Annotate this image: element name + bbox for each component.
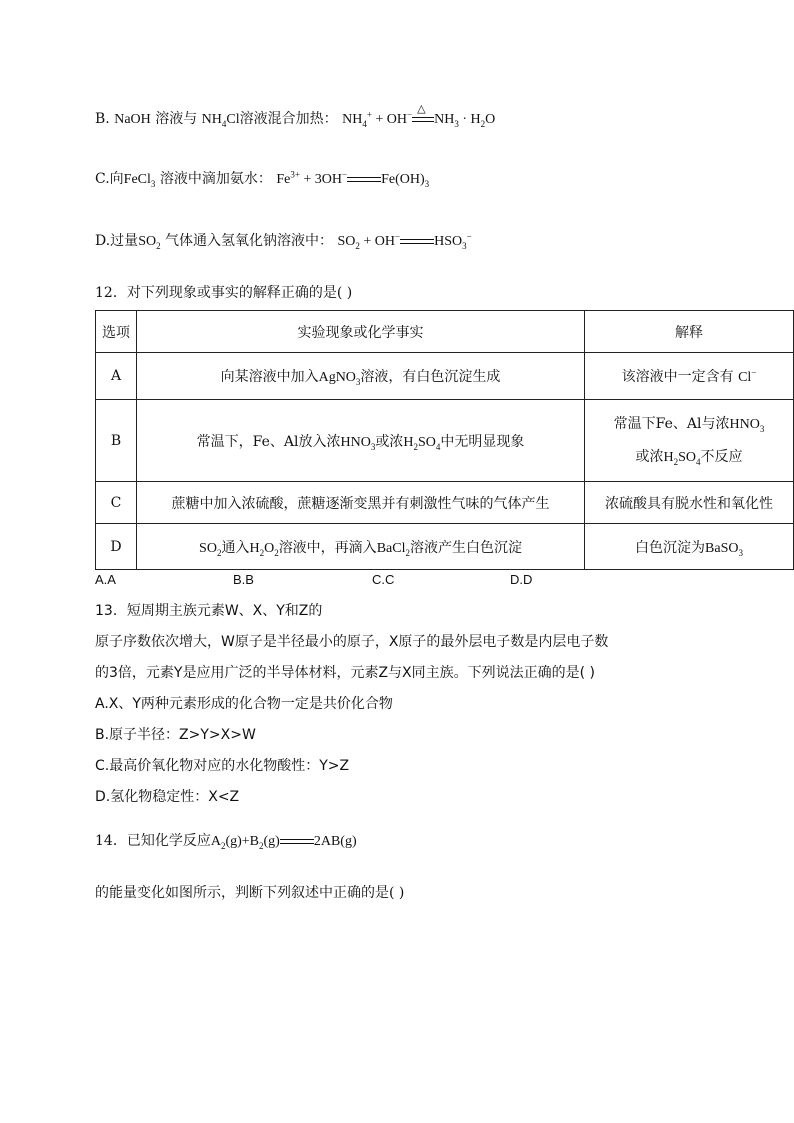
header-option: 选项	[96, 311, 137, 353]
q13-stem-line3: 的3倍，元素Y是应用广泛的半导体材料，元素Z与X同主族。下列说法正确的是( )	[95, 665, 596, 681]
equation-b: $NH_4^+ + OH^-$ △ $NH_3 \cdot H_2O$	[342, 102, 496, 129]
formula-fecl3: FeCl$_3$	[123, 172, 156, 189]
q14-stem-line2: 的能量变化如图所示，判断下列叙述中正确的是( )	[95, 885, 405, 901]
equation-q14: $A_2(g)+B_2(g)$ 2AB(g)	[210, 834, 357, 851]
q11-option-b: B. NaOH 溶液与 $NH_4Cl$溶液混合加热： $NH_4^+ + OH^-$ △ $NH_3 \cdot H_2O$	[95, 102, 496, 129]
table-row: B 常温下，Fe、Al放入浓$HNO_3$或浓$H_2SO_4$中无明显现象 常温下Fe、Al与浓$HNO_3$ 或浓$H_2SO_4$不反应	[96, 400, 794, 482]
q13-stem-line1: 13．短周期主族元素W、X、Y和Z的	[95, 603, 323, 619]
q13-option-d: D.氢化物稳定性：X<Z	[95, 789, 240, 805]
table-row: A 向某溶液中加入AgNO$_3$溶液，有白色沉淀生成 该溶液中一定含有 Cl−	[96, 353, 794, 400]
q12-choice-d: D.D	[510, 572, 533, 587]
q12-table	[95, 310, 794, 570]
formula-naoh: NaOH	[114, 112, 151, 127]
q12-choice-a: A.A	[95, 572, 116, 587]
q12-choice-c: C.C	[372, 572, 395, 587]
q11-option-c: C.向FeCl$_3$ 溶液中滴加氨水： $Fe^{3+} + 3OH^-$ $Fe(OH)_3$	[95, 169, 430, 189]
q13-option-c: C.最高价氧化物对应的水化物酸性：Y>Z	[95, 758, 350, 774]
heat-equals-sign: △	[412, 113, 434, 127]
equation-d: $SO_2 + OH^-$ $HSO_3^-$	[337, 231, 472, 251]
equation-c: $Fe^{3+} + 3OH^-$ $Fe(OH)_3$	[276, 169, 430, 189]
q13-option-b: B.原子半径：Z>Y>X>W	[95, 727, 256, 743]
q12-stem: 12．对下列现象或事实的解释正确的是( )	[95, 285, 353, 301]
q12-choice-b: B.B	[233, 572, 254, 587]
q13-stem-line2: 原子序数依次增大，W原子是半径最小的原子，X原子的最外层电子数是内层电子数	[95, 634, 609, 650]
q11-option-d: D.过量$SO_2$ 气体通入氢氧化钠溶液中： $SO_2 + OH^-$ $HSO_3^-$	[95, 231, 472, 251]
q14-stem-line1: 14．已知化学反应$A_2(g)+B_2(g)$ 2AB(g)	[95, 833, 357, 851]
formula-so2: $SO_2$	[138, 234, 161, 251]
header-fact: 实验现象或化学事实	[137, 311, 585, 353]
table-row: C 蔗糖中加入浓硫酸，蔗糖逐渐变黑并有刺激性气味的气体产生 浓硫酸具有脱水性和氧化性	[96, 482, 794, 524]
table-header-row	[96, 311, 794, 353]
q13-option-a: A.X、Y两种元素形成的化合物一定是共价化合物	[95, 696, 393, 712]
table-row: D $SO_2$通入$H_2O_2$溶液中，再滴入BaCl$_2$溶液产生白色沉淀 白色沉淀为BaSO$_3$	[96, 524, 794, 570]
formula-nh4cl: $NH_4Cl$	[201, 112, 240, 129]
header-explanation: 解释	[585, 311, 794, 353]
